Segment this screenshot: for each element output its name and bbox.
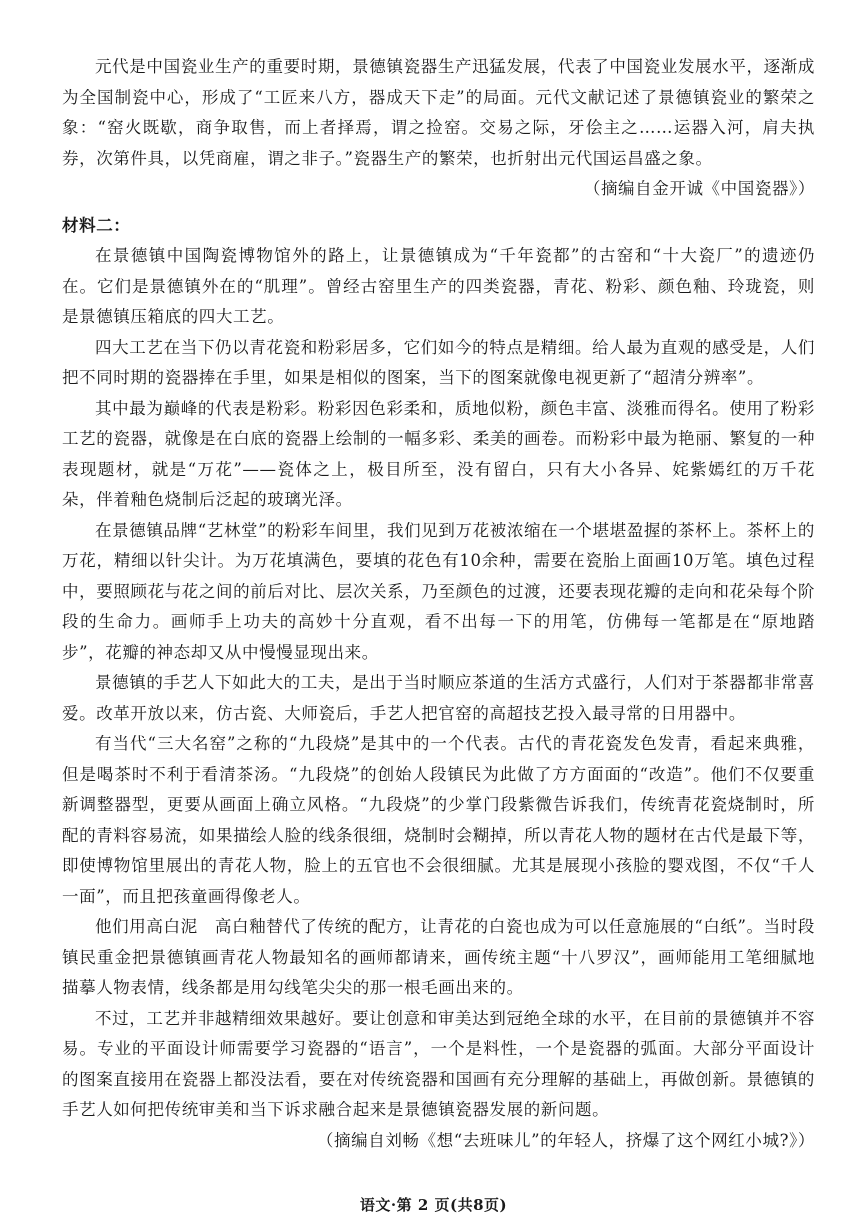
material2-paragraph-3: 其中最为巅峰的代表是粉彩。粉彩因色彩柔和，质地似粉，颜色丰富、淡雅而得名。使用了粉彩工艺的瓷器，就像是在白底的瓷器上绘制的一幅多彩、柔美的画卷。而粉彩中最为艳丽、繁复的一种表现题材，就是“万花”——瓷体之上，极目所至，没有留白，只有大小各异、姹紫嫣红的万千花朵，伴着釉色烧制后泛起的玻璃光泽。 <box>62 398 815 509</box>
page-footer: 语文·第 2 页(共8页) <box>359 1196 508 1214</box>
material2-paragraph-2: 四大工艺在当下仍以青花瓷和粉彩居多，它们如今的特点是精细。给人最为直观的感受是，人们把不同时期的瓷器捧在手里，如果是相似的图案，当下的图案就像电视更新了“超清分辨率”。 <box>62 337 815 387</box>
material2-paragraph-8: 不过，工艺并非越精细效果越好。要让创意和审美达到冠绝全球的水平，在目前的景德镇并不容易。专业的平面设计师需要学习瓷器的“语言”，一个是料性，一个是瓷器的弧面。大部分平面设计的图案直接用在瓷器上都没法看，要在对传统瓷器和国画有充分理解的基础上，再做创新。景德镇的手艺人如何把传统审美和当下诉求融合起来是景德镇瓷器发展的新问题。 <box>62 1008 815 1119</box>
material2-paragraph-7: 他们用高白泥 高白釉替代了传统的配方，让青花的白瓷也成为可以任意施展的“白纸”。当时段镇民重金把景德镇画青花人物最知名的画师都请来，画传统主题“十八罗汉”，画师能用工笔细腻地描摹人物表情，线条都是用勾线笔尖尖的那一根毛画出来的。 <box>62 917 815 997</box>
material2-paragraph-4: 在景德镇品牌“艺林堂”的粉彩车间里，我们见到万花被浓缩在一个堪堪盈握的茶杯上。茶杯上的万花，精细以针尖计。为万花填满色，要填的花色有10余种，需要在瓷胎上面画10万笔。填色过程中，要照顾花与花之间的前后对比、层次关系，乃至颜色的过渡，还要表现花瓣的走向和花朵每个阶段的生命力。画师手上功夫的高妙十分直观，看不出每一下的用笔，仿佛每一笔都是在“原地踏步”，花瓣的神态却又从中慢慢显现出来。 <box>62 520 815 662</box>
material1-source: （摘编自金开诚《中国瓷器》） <box>583 179 815 198</box>
material2-source: （摘编自刘畅《想“去班味儿”的年轻人，挤爆了这个网红小城?》） <box>316 1130 815 1150</box>
material2-label: 材料二： <box>62 215 131 235</box>
material2-paragraph-5: 景德镇的手艺人下如此大的工夫，是出于当时顺应茶道的生活方式盛行，人们对于茶器都非常喜爱。改革开放以来，仿古瓷、大师瓷后，手艺人把官窑的高超技艺投入最寻常的日用器中。 <box>62 673 815 723</box>
material2-paragraph-6: 有当代“三大名窑”之称的“九段烧”是其中的一个代表。古代的青花瓷发色发青，看起来典雅，但是喝茶时不利于看清茶汤。“九段烧”的创始人段镇民为此做了方方面面的“改造”。他们不仅要重新调整器型，更要从画面上确立风格。“九段烧”的少掌门段紫微告诉我们，传统青花瓷烧制时，所配的青料容易流，如果描绘人脸的线条很细，烧制时会糊掉，所以青花人物的题材在古代是最下等，即使博物馆里展出的青花人物，脸上的五官也不会很细腻。尤其是展现小孩脸的婴戏图，不仅“千人一面”，而且把孩童画得像老人。 <box>62 734 815 906</box>
material1-paragraph: 元代是中国瓷业生产的重要时期，景德镇瓷器生产迅猛发展，代表了中国瓷业发展水平，逐渐成为全国制瓷中心，形成了“工匠来八方，器成天下走”的局面。元代文献记述了景德镇瓷业的繁荣之象：“窑火既歇，商争取售，而上者择焉，谓之捡窑。交易之际，牙侩主之……运器入河，肩夫执券，次第件具，以凭商雇，谓之非子。”瓷器生产的繁荣，也折射出元代国运昌盛之象。 <box>62 57 815 168</box>
material2-paragraph-1: 在景德镇中国陶瓷博物馆外的路上，让景德镇成为“千年瓷都”的古窑和“十大瓷厂”的遗迹仍在。它们是景德镇外在的“肌理”。曾经古窑里生产的四类瓷器，青花、粉彩、颜色釉、玲珑瓷，则是景德镇压箱底的四大工艺。 <box>62 246 815 326</box>
